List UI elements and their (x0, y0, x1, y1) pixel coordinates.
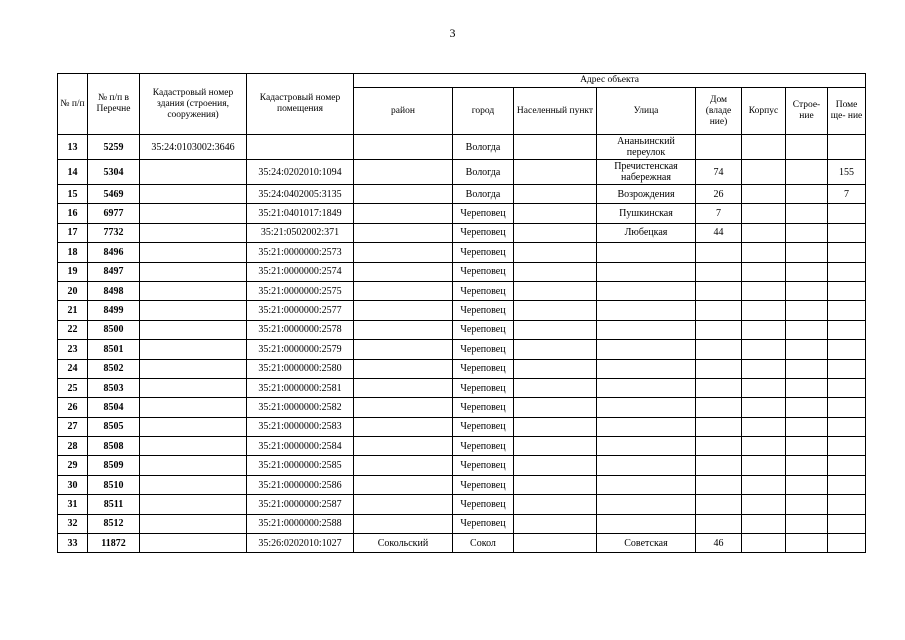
table-row (58, 281, 866, 300)
cell-city: Череповец (453, 378, 514, 397)
cell-stroenie (786, 320, 828, 339)
cell-room-cadastral: 35:21:0000000:2588 (247, 514, 354, 533)
cell-stroenie (786, 135, 828, 160)
registry-table (57, 73, 866, 553)
cell-settlement (514, 204, 597, 223)
cell-street (597, 301, 696, 320)
cell-district (354, 160, 453, 185)
cell-row-number: 13 (58, 135, 88, 160)
cell-district (354, 243, 453, 262)
cell-stroenie (786, 475, 828, 494)
cell-street (597, 281, 696, 300)
cell-row-number: 16 (58, 204, 88, 223)
cell-row-number: 15 (58, 185, 88, 204)
cell-room (828, 301, 866, 320)
cell-stroenie (786, 340, 828, 359)
cell-building-cadastral (140, 456, 247, 475)
cell-room (828, 514, 866, 533)
cell-room-cadastral: 35:21:0000000:2585 (247, 456, 354, 475)
cell-city: Череповец (453, 262, 514, 281)
table-row (58, 204, 866, 223)
cell-room-cadastral: 35:24:0202010:1094 (247, 160, 354, 185)
cell-row-number: 26 (58, 398, 88, 417)
cell-korpus (742, 495, 786, 514)
cell-room-cadastral: 35:21:0000000:2579 (247, 340, 354, 359)
cell-room: 7 (828, 185, 866, 204)
cell-building-cadastral (140, 281, 247, 300)
cell-row-number: 23 (58, 340, 88, 359)
cell-row-number: 27 (58, 417, 88, 436)
table-row (58, 223, 866, 242)
cell-row-number: 20 (58, 281, 88, 300)
cell-stroenie (786, 262, 828, 281)
cell-city: Череповец (453, 243, 514, 262)
cell-house (696, 417, 742, 436)
cell-house (696, 320, 742, 339)
cell-korpus (742, 281, 786, 300)
cell-row-number: 24 (58, 359, 88, 378)
cell-list-number: 7732 (88, 223, 140, 242)
cell-settlement (514, 160, 597, 185)
table-header (58, 74, 866, 135)
cell-korpus (742, 320, 786, 339)
cell-street (597, 417, 696, 436)
cell-korpus (742, 135, 786, 160)
cell-district (354, 281, 453, 300)
cell-house: 74 (696, 160, 742, 185)
cell-list-number: 8496 (88, 243, 140, 262)
cell-city: Сокол (453, 534, 514, 553)
cell-stroenie (786, 417, 828, 436)
cell-list-number: 8505 (88, 417, 140, 436)
cell-building-cadastral (140, 340, 247, 359)
cell-building-cadastral (140, 320, 247, 339)
cell-row-number: 25 (58, 378, 88, 397)
cell-building-cadastral (140, 223, 247, 242)
cell-settlement (514, 281, 597, 300)
cell-house (696, 495, 742, 514)
cell-city: Череповец (453, 359, 514, 378)
cell-settlement (514, 417, 597, 436)
cell-street: Ананьинский переулок (597, 135, 696, 160)
cell-street (597, 437, 696, 456)
cell-room (828, 281, 866, 300)
cell-korpus (742, 534, 786, 553)
cell-stroenie (786, 378, 828, 397)
header-no: № п/п (58, 74, 88, 135)
cell-row-number: 22 (58, 320, 88, 339)
cell-district (354, 320, 453, 339)
cell-room (828, 223, 866, 242)
cell-district (354, 398, 453, 417)
cell-room-cadastral (247, 135, 354, 160)
cell-korpus (742, 301, 786, 320)
cell-korpus (742, 456, 786, 475)
cell-room-cadastral: 35:26:0202010:1027 (247, 534, 354, 553)
cell-city: Череповец (453, 320, 514, 339)
cell-korpus (742, 417, 786, 436)
cell-street: Советская (597, 534, 696, 553)
cell-list-number: 6977 (88, 204, 140, 223)
cell-row-number: 30 (58, 475, 88, 494)
cell-house: 7 (696, 204, 742, 223)
cell-room-cadastral: 35:21:0000000:2581 (247, 378, 354, 397)
header-building-cadastral: Кадастровый номер здания (строения, сооружения) (140, 74, 247, 135)
cell-room (828, 135, 866, 160)
cell-korpus (742, 475, 786, 494)
cell-row-number: 28 (58, 437, 88, 456)
cell-city: Череповец (453, 514, 514, 533)
cell-settlement (514, 135, 597, 160)
cell-building-cadastral (140, 359, 247, 378)
cell-stroenie (786, 534, 828, 553)
table-row (58, 340, 866, 359)
cell-room (828, 340, 866, 359)
cell-row-number: 32 (58, 514, 88, 533)
cell-house (696, 475, 742, 494)
cell-city: Череповец (453, 223, 514, 242)
cell-room-cadastral: 35:21:0000000:2578 (247, 320, 354, 339)
cell-house (696, 262, 742, 281)
cell-list-number: 8512 (88, 514, 140, 533)
cell-house (696, 514, 742, 533)
cell-list-number: 5259 (88, 135, 140, 160)
cell-street (597, 456, 696, 475)
cell-stroenie (786, 185, 828, 204)
cell-house: 44 (696, 223, 742, 242)
cell-building-cadastral (140, 160, 247, 185)
table-row (58, 185, 866, 204)
cell-row-number: 18 (58, 243, 88, 262)
cell-street (597, 475, 696, 494)
cell-room (828, 417, 866, 436)
table-row (58, 495, 866, 514)
cell-korpus (742, 359, 786, 378)
cell-street (597, 514, 696, 533)
cell-stroenie (786, 281, 828, 300)
cell-korpus (742, 262, 786, 281)
cell-city: Череповец (453, 281, 514, 300)
cell-district (354, 514, 453, 533)
cell-city: Вологда (453, 185, 514, 204)
cell-korpus (742, 204, 786, 223)
cell-street (597, 340, 696, 359)
table-row (58, 262, 866, 281)
cell-city: Череповец (453, 495, 514, 514)
cell-list-number: 8508 (88, 437, 140, 456)
table-row (58, 135, 866, 160)
cell-list-number: 8503 (88, 378, 140, 397)
cell-district (354, 359, 453, 378)
table-row (58, 301, 866, 320)
cell-city: Череповец (453, 456, 514, 475)
cell-street (597, 359, 696, 378)
cell-district (354, 456, 453, 475)
cell-korpus (742, 223, 786, 242)
cell-row-number: 31 (58, 495, 88, 514)
cell-room (828, 495, 866, 514)
table-row (58, 437, 866, 456)
cell-house (696, 243, 742, 262)
cell-korpus (742, 378, 786, 397)
cell-room-cadastral: 35:24:0402005:3135 (247, 185, 354, 204)
cell-house: 26 (696, 185, 742, 204)
cell-list-number: 8510 (88, 475, 140, 494)
cell-district (354, 495, 453, 514)
cell-district (354, 223, 453, 242)
table-row (58, 417, 866, 436)
cell-building-cadastral (140, 398, 247, 417)
cell-room-cadastral: 35:21:0000000:2575 (247, 281, 354, 300)
cell-street: Пречистенская набережная (597, 160, 696, 185)
cell-city: Череповец (453, 398, 514, 417)
cell-district (354, 301, 453, 320)
cell-list-number: 8502 (88, 359, 140, 378)
cell-street (597, 398, 696, 417)
cell-settlement (514, 534, 597, 553)
cell-house (696, 281, 742, 300)
cell-list-number: 8504 (88, 398, 140, 417)
cell-district (354, 185, 453, 204)
cell-stroenie (786, 301, 828, 320)
cell-stroenie (786, 456, 828, 475)
cell-room-cadastral: 35:21:0502002:371 (247, 223, 354, 242)
cell-settlement (514, 262, 597, 281)
cell-building-cadastral (140, 262, 247, 281)
cell-room (828, 204, 866, 223)
cell-korpus (742, 160, 786, 185)
cell-room-cadastral: 35:21:0000000:2583 (247, 417, 354, 436)
table-row (58, 475, 866, 494)
cell-house (696, 437, 742, 456)
cell-stroenie (786, 160, 828, 185)
cell-room (828, 243, 866, 262)
cell-district: Сокольский (354, 534, 453, 553)
cell-stroenie (786, 398, 828, 417)
cell-city: Череповец (453, 340, 514, 359)
cell-settlement (514, 456, 597, 475)
cell-settlement (514, 495, 597, 514)
table-row (58, 378, 866, 397)
table-row (58, 514, 866, 533)
cell-list-number: 5469 (88, 185, 140, 204)
table-row (58, 359, 866, 378)
cell-row-number: 33 (58, 534, 88, 553)
cell-list-number: 8511 (88, 495, 140, 514)
cell-building-cadastral (140, 185, 247, 204)
cell-row-number: 29 (58, 456, 88, 475)
table-row (58, 320, 866, 339)
cell-building-cadastral (140, 514, 247, 533)
cell-district (354, 204, 453, 223)
cell-street: Возрождения (597, 185, 696, 204)
table-row (58, 456, 866, 475)
cell-stroenie (786, 495, 828, 514)
cell-house (696, 340, 742, 359)
header-district: район (354, 88, 453, 135)
cell-house (696, 456, 742, 475)
cell-list-number: 11872 (88, 534, 140, 553)
header-settlement: Населенный пункт (514, 88, 597, 135)
cell-stroenie (786, 437, 828, 456)
cell-list-number: 8509 (88, 456, 140, 475)
cell-korpus (742, 514, 786, 533)
cell-settlement (514, 223, 597, 242)
cell-city: Череповец (453, 301, 514, 320)
cell-room (828, 456, 866, 475)
cell-settlement (514, 301, 597, 320)
cell-district (354, 135, 453, 160)
cell-street: Любецкая (597, 223, 696, 242)
cell-building-cadastral (140, 378, 247, 397)
cell-room (828, 398, 866, 417)
cell-district (354, 340, 453, 359)
cell-list-number: 8500 (88, 320, 140, 339)
cell-settlement (514, 514, 597, 533)
cell-row-number: 14 (58, 160, 88, 185)
cell-district (354, 262, 453, 281)
cell-street (597, 243, 696, 262)
cell-stroenie (786, 243, 828, 262)
cell-room-cadastral: 35:21:0000000:2587 (247, 495, 354, 514)
cell-district (354, 417, 453, 436)
cell-row-number: 17 (58, 223, 88, 242)
page-number: 3 (449, 26, 456, 40)
cell-korpus (742, 398, 786, 417)
header-street: Улица (597, 88, 696, 135)
cell-room (828, 437, 866, 456)
cell-settlement (514, 243, 597, 262)
cell-settlement (514, 475, 597, 494)
cell-building-cadastral (140, 243, 247, 262)
header-room-cadastral: Кадастровый номер помещения (247, 74, 354, 135)
cell-city: Череповец (453, 437, 514, 456)
cell-house (696, 359, 742, 378)
cell-stroenie (786, 514, 828, 533)
cell-stroenie (786, 359, 828, 378)
cell-building-cadastral (140, 495, 247, 514)
cell-list-number: 5304 (88, 160, 140, 185)
cell-building-cadastral (140, 475, 247, 494)
cell-city: Вологда (453, 135, 514, 160)
cell-district (354, 378, 453, 397)
cell-korpus (742, 340, 786, 359)
cell-row-number: 19 (58, 262, 88, 281)
cell-house: 46 (696, 534, 742, 553)
table-row (58, 534, 866, 553)
cell-settlement (514, 320, 597, 339)
cell-room-cadastral: 35:21:0000000:2574 (247, 262, 354, 281)
cell-korpus (742, 437, 786, 456)
cell-district (354, 437, 453, 456)
cell-settlement (514, 185, 597, 204)
cell-settlement (514, 398, 597, 417)
cell-house (696, 301, 742, 320)
cell-room (828, 262, 866, 281)
cell-room (828, 320, 866, 339)
cell-list-number: 8497 (88, 262, 140, 281)
cell-stroenie (786, 223, 828, 242)
cell-street: Пушкинская (597, 204, 696, 223)
cell-city: Череповец (453, 417, 514, 436)
cell-room-cadastral: 35:21:0000000:2582 (247, 398, 354, 417)
cell-street (597, 495, 696, 514)
cell-house (696, 398, 742, 417)
cell-row-number: 21 (58, 301, 88, 320)
cell-room (828, 359, 866, 378)
header-stroenie: Строе- ние (786, 88, 828, 135)
cell-settlement (514, 340, 597, 359)
cell-city: Череповец (453, 204, 514, 223)
cell-room (828, 378, 866, 397)
cell-room: 155 (828, 160, 866, 185)
table-row (58, 160, 866, 185)
cell-stroenie (786, 204, 828, 223)
cell-room (828, 475, 866, 494)
cell-list-number: 8501 (88, 340, 140, 359)
cell-korpus (742, 243, 786, 262)
cell-settlement (514, 378, 597, 397)
cell-building-cadastral (140, 417, 247, 436)
cell-list-number: 8499 (88, 301, 140, 320)
cell-room-cadastral: 35:21:0401017:1849 (247, 204, 354, 223)
header-house: Дом (владе ние) (696, 88, 742, 135)
cell-house (696, 378, 742, 397)
cell-street (597, 320, 696, 339)
table-row (58, 398, 866, 417)
cell-room (828, 534, 866, 553)
cell-list-number: 8498 (88, 281, 140, 300)
cell-building-cadastral: 35:24:0103002:3646 (140, 135, 247, 160)
cell-city: Череповец (453, 475, 514, 494)
cell-city: Вологда (453, 160, 514, 185)
cell-room-cadastral: 35:21:0000000:2580 (247, 359, 354, 378)
cell-settlement (514, 359, 597, 378)
header-list-no: № п/п в Перечне (88, 74, 140, 135)
header-korpus: Корпус (742, 88, 786, 135)
cell-building-cadastral (140, 437, 247, 456)
header-address-group: Адрес объекта (354, 74, 866, 88)
cell-korpus (742, 185, 786, 204)
cell-street (597, 262, 696, 281)
table-body (58, 135, 866, 553)
cell-district (354, 475, 453, 494)
cell-room-cadastral: 35:21:0000000:2586 (247, 475, 354, 494)
cell-building-cadastral (140, 301, 247, 320)
cell-house (696, 135, 742, 160)
cell-room-cadastral: 35:21:0000000:2584 (247, 437, 354, 456)
header-city: город (453, 88, 514, 135)
header-room: Поме ще- ние (828, 88, 866, 135)
cell-room-cadastral: 35:21:0000000:2577 (247, 301, 354, 320)
table-row (58, 243, 866, 262)
cell-building-cadastral (140, 534, 247, 553)
cell-street (597, 378, 696, 397)
cell-building-cadastral (140, 204, 247, 223)
cell-room-cadastral: 35:21:0000000:2573 (247, 243, 354, 262)
cell-settlement (514, 437, 597, 456)
